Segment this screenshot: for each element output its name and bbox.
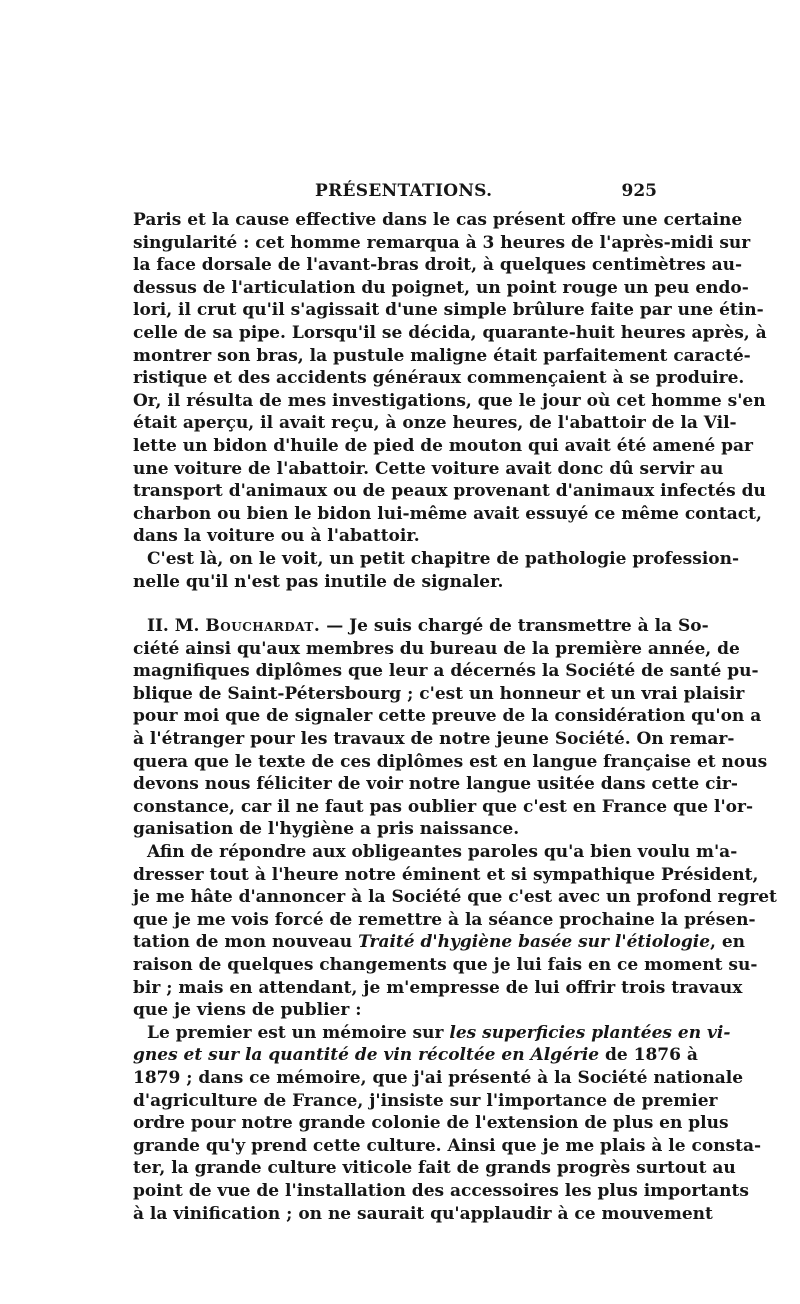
text-line: la face dorsale de l'avant-bras droit, à quelques centimètres au-	[133, 255, 743, 276]
text-line	[133, 931, 746, 954]
text-line: point de vue de l'installation des accessoires les plus importants	[133, 1180, 749, 1201]
paragraph-bouchardat-diplomas	[133, 615, 768, 841]
text-line: ristique et des accidents généraux commençaient à se produire.	[133, 368, 745, 389]
text-line: nelle qu'il n'est pas inutile de signaler.	[133, 571, 504, 592]
text-line: grande qu'y prend cette culture. Ainsi que je me plais à le consta-	[133, 1135, 762, 1156]
text-line: ciété ainsi qu'aux membres du bureau de la première année, de	[133, 638, 740, 659]
text-fragment: de 1876 à	[605, 1045, 698, 1066]
text-line: charbon ou bien le bidon lui-même avait essuyé ce même contact,	[133, 503, 762, 524]
text-fragment: Le premier est un mémoire sur	[147, 1022, 444, 1043]
page-number: 925	[621, 181, 657, 201]
text-line: 1879 ; dans ce mémoire, que j'ai présenté à la Société nationale	[133, 1067, 744, 1088]
text-line: transport d'animaux ou de peaux provenant d'animaux infectés du	[133, 481, 766, 502]
text-line: lette un bidon d'huile de pied de mouton qui avait été amené par	[133, 435, 753, 456]
text-line	[133, 615, 709, 638]
paragraph-pustule-case	[133, 209, 767, 548]
text-line	[133, 1022, 731, 1045]
text-line: ganisation de l'hygiène a pris naissance.	[133, 819, 520, 840]
text-line: pour moi que de signaler cette preuve de la considération qu'on a	[133, 706, 762, 727]
paragraph-vignes-algerie	[133, 1022, 762, 1225]
text-line: raison de quelques changements que je lui fais en ce moment su-	[133, 955, 758, 975]
text-line: à la vinification ; on ne saurait qu'applaudir à ce mouvement	[133, 1203, 713, 1224]
text-line: quera que le texte de ces diplômes est en langue française et nous	[133, 751, 768, 772]
text-line: d'agriculture de France, j'insiste sur l'importance de premier	[133, 1090, 718, 1111]
text-line: bir ; mais en attendant, je m'empresse de lui offrir trois travaux	[133, 977, 743, 998]
text-line: blique de Saint-Pétersbourg ; c'est un honneur et un vrai plaisir	[133, 683, 745, 704]
text-line: ter, la grande culture viticole fait de grands progrès surtout au	[133, 1158, 736, 1179]
text-line: C'est là, on le voit, un petit chapitre de pathologie profession-	[147, 548, 740, 569]
text-line: je me hâte d'annoncer à la Société que c'est avec un profond regret	[133, 887, 777, 908]
text-line: celle de sa pipe. Lorsqu'il se décida, quarante-huit heures après, à	[133, 322, 767, 343]
text-line: Paris et la cause effective dans le cas présent offre une certaine	[133, 210, 743, 230]
text-line: Or, il résulta de mes investigations, que le jour où cet homme s'en	[133, 390, 766, 411]
text-fragment: — Je suis chargé de transmettre à la So-	[326, 616, 709, 637]
text-line: dessus de l'articulation du poignet, un point rouge un peu endo-	[133, 277, 749, 298]
running-header	[133, 181, 657, 205]
work-title: les superficies plantées en vi-	[449, 1022, 731, 1043]
text-line: à l'étranger pour les travaux de notre jeune Société. On remar-	[133, 729, 735, 750]
paragraph-traite-hygiene	[133, 841, 777, 1022]
text-line: que je me vois forcé de remettre à la séance prochaine la présen-	[133, 909, 756, 930]
text-line: une voiture de l'abattoir. Cette voiture avait donc dû servir au	[133, 458, 724, 479]
text-line: dans la voiture ou à l'abattoir.	[133, 526, 420, 547]
running-title: PRÉSENTATIONS.	[315, 181, 493, 201]
text-line: singularité : cet homme remarqua à 3 heures de l'après-midi sur	[133, 232, 751, 253]
text-line: était aperçu, il avait reçu, à onze heures, de l'abattoir de la Vil-	[133, 413, 737, 434]
text-line	[133, 1044, 698, 1067]
section-numeral: II. M.	[147, 616, 200, 637]
text-line: Afin de répondre aux obligeantes paroles qu'a bien voulu m'a-	[147, 842, 738, 863]
text-fragment: tation de mon nouveau	[133, 932, 353, 953]
text-line: que je viens de publier :	[133, 1000, 362, 1021]
book-title: Traité d'hygiène basée sur l'étiologie	[358, 932, 711, 953]
section-gap	[133, 593, 657, 615]
speaker-name: Bouchardat.	[205, 616, 321, 637]
text-line: devons nous féliciter de voir notre langue usitée dans cette cir-	[133, 774, 738, 795]
text-line: lori, il crut qu'il s'agissait d'une simple brûlure faite par une étin-	[133, 300, 764, 321]
text-line: montrer son bras, la pustule maligne était parfaitement caracté-	[133, 345, 751, 366]
text-line: constance, car il ne faut pas oublier que c'est en France que l'or-	[133, 796, 754, 817]
text-line: dresser tout à l'heure notre éminent et si sympathique Président,	[133, 864, 759, 885]
work-title: gnes et sur la quantité de vin récoltée en Algérie	[133, 1045, 600, 1066]
text-line: magnifiques diplômes que leur a décernés la Société de santé pu-	[133, 661, 759, 682]
paragraph-pathology-note	[133, 548, 740, 593]
text-line: ordre pour notre grande colonie de l'extension de plus en plus	[133, 1113, 729, 1134]
body-text	[133, 209, 777, 1225]
text-fragment: , en	[710, 932, 746, 953]
